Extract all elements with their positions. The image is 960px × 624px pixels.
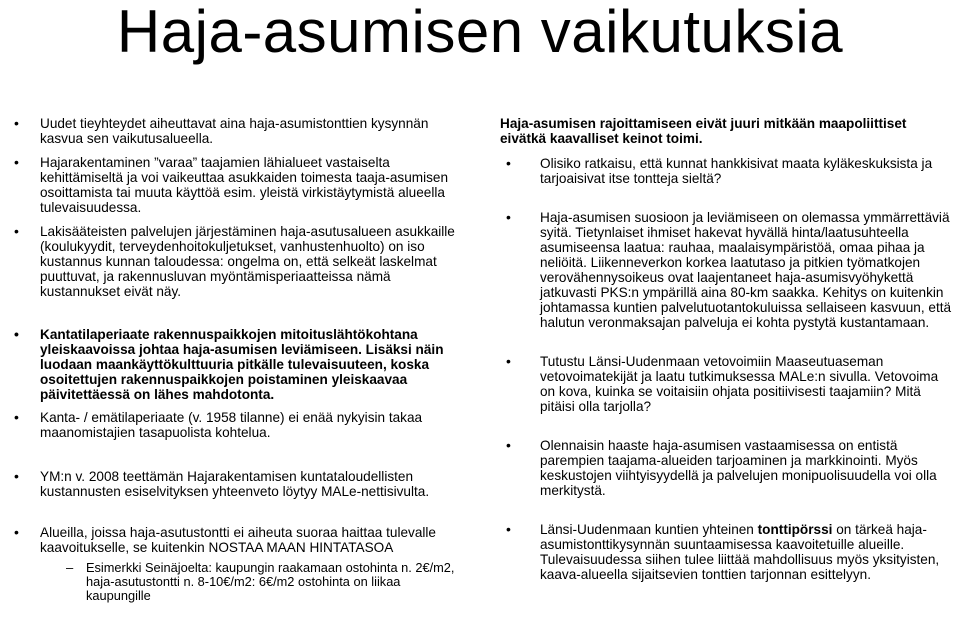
right-bullet-5-pre: Länsi-Uudenmaan kuntien yhteinen — [540, 522, 758, 537]
left-bullet-list — [14, 116, 464, 603]
page-title: Haja-asumisen vaikutuksia — [116, 0, 844, 65]
left-bullet-5: • Kanta- / emätilaperiaate (v. 1958 tilanne) ei enää nykyisin takaa maanomistajien tasapuolista kohtelua. — [14, 410, 464, 440]
right-bullet-5-post: on tärkeä haja-asumistonttikysynnän suuntaamisessa kaavoitetuille alueille. Tulevaisuudessa siihen tulee liittää mahdollisuus myös yksityisten, kaava-alueella sijaitsevien tonttien tarjonnan esittelyyn. — [540, 522, 940, 582]
left-sub-item: – Esimerkki Seinäjoelta: kaupungin raakamaan ostohinta n. 2€/m2, haja-asutustontti n. 8-10€/m2: 6€/m2 ostohinta on liikaa kaupungille — [40, 561, 464, 603]
left-column — [14, 116, 464, 603]
left-bullet-7 — [14, 525, 464, 603]
left-bullet-1: • Uudet tieyhteydet aiheuttavat aina haja-asumistonttien kysynnän kasvua sen vaikutusalueella. — [14, 116, 464, 146]
left-bullet-6: • YM:n v. 2008 teettämän Hajarakentamisen kuntataloudellisten kustannusten esiselvityksen yhteenveto löytyy MALe-nettisivulta. — [14, 469, 464, 499]
right-bullet-5 — [500, 522, 952, 582]
left-bullet-2: • Hajarakentaminen ”varaa” taajamien lähialueet vastaiselta kehittämiseltä ja voi vaikeuttaa asukkaiden toimesta taaja-asumisen osoittamista tai muuta käyttöä esim. yleistä virkistäytymistä alueella tulevaisuudessa. — [14, 155, 464, 215]
left-bullet-3: • Lakisääteisten palvelujen järjestäminen haja-asutusalueen asukkaille (koulukyydit, terveydenhoitokuljetukset, vanhustenhuolto) on iso kustannus kunnan taloudessa: ongelma on, että selkeät laskelmat puuttuvat, ja rakennusluvan myöntämisperiaatteissa nämä kustannukset eivät näy. — [14, 224, 464, 299]
left-bullet-7-text: Alueilla, joissa haja-asutustontti ei aiheuta suoraa haittaa tulevalle kaavoitukselle, se kuitenkin NOSTAA MAAN HINTATASOA — [40, 525, 436, 555]
right-column — [500, 116, 952, 582]
right-bullet-2: • Haja-asumisen suosioon ja leviämiseen on olemassa ymmärrettäviä syitä. Tietynlaiset ihmiset hakevat hyvällä hinta/laatusuhteella asumiseensa laatua: rauhaa, maalaisympäristöä, omaa pihaa ja neliöitä. Liikenneverkon korkea laatutaso ja pitkien työmatkojen verovähennysoikeus ovat laajentaneet haja-asumisvyöhykettä jatkuvasti PKS:n ympärillä aina 80-km saakka. Kehitys on kuitenkin johtamassa kuntien palvelutuotantokuluissa sellaiseen kasvuun, että halutun veronmaksajan palveluja ei kohta pystytä kustantamaan. — [500, 210, 952, 330]
left-bullet-4: • Kantatilaperiaate rakennuspaikkojen mitoituslähtökohtana yleiskaavoissa johtaa haja-asumisen leviämiseen. Lisäksi näin luodaan maankäyttökulttuuria pitkälle tulevaisuuteen, koska osoitettujen rakennuspaikkojen poistaminen yleiskaavaa päivitettäessä on lähes mahdotonta. — [14, 327, 464, 402]
right-bullet-3: • Tutustu Länsi-Uudenmaan vetovoimiin Maaseutuaseman vetovoimatekijät ja laatu tutkimuksessa MALe:n sivulla. Vetovoima on kova, kuinka se voitaisiin ohjata positiivisesti taajamiin? Mitä pitäisi olla tarjolla? — [500, 354, 952, 414]
right-bullet-list — [500, 156, 952, 582]
right-bullet-5-highlight: tonttipörssi — [757, 522, 833, 537]
right-bullet-4: • Olennaisin haaste haja-asumisen vastaamisessa on entistä parempien taajama-alueiden tarjoaminen ja markkinointi. Myös keskustojen viihtyisyydellä ja palvelujen monipuolisuudella voi olla merkitystä. — [500, 438, 952, 498]
left-sub-list — [40, 561, 464, 603]
right-heading: Haja-asumisen rajoittamiseen eivät juuri mitkään maapoliittiset eivätkä kaavalliset keinot toimi. — [500, 116, 907, 146]
right-bullet-1: • Olisiko ratkaisu, että kunnat hankkisivat maata kyläkeskuksista ja tarjoaisivat itse tontteja sieltä? — [500, 156, 952, 186]
